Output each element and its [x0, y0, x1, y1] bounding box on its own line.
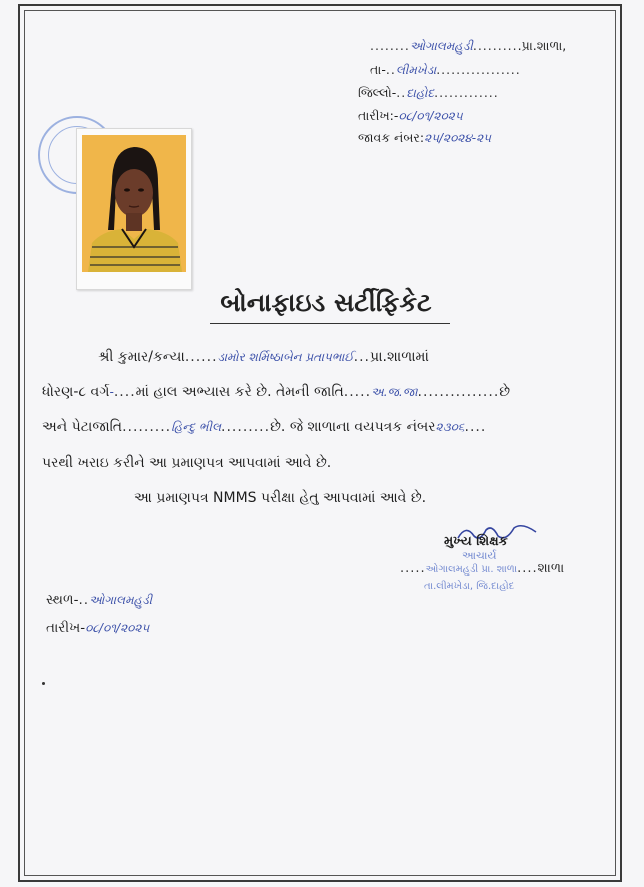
header-school-suffix: .પ્રા.શાળા,	[517, 38, 567, 53]
header-date-label: તારીખ:-	[358, 108, 399, 123]
place-value: ઓગાલમહુડી	[89, 593, 153, 607]
footer-date-value: ૦૮/૦૧/૨૦૨૫	[85, 621, 150, 635]
line2-suffix: છે	[499, 384, 511, 400]
body-line-3: અને પેટાજાતિ.........હિન્દુ ભીલ.........છે. જે શાળાના વયપત્રક નંબર૨૩૦૬....	[42, 419, 487, 435]
line2-prefix: ધોરણ-૮ વર્ગ	[42, 384, 110, 400]
caste-value: અ.જ.જા	[371, 385, 418, 399]
stamp-address: તા.લીમખેડા, જિ.દાહોદ	[424, 581, 515, 592]
ink-dot	[42, 682, 45, 685]
footer-place-line: સ્થળ-..ઓગાલમહુડી	[46, 592, 153, 608]
certificate-title: બોનાફાઇડ સર્ટીફિકેટ	[220, 288, 432, 317]
header-district-line: જિલ્લો-..દાહોદ.............	[358, 85, 499, 100]
signature-school-suffix: શાળા	[537, 561, 565, 576]
header-school-name: ઓગાલમહુડી	[409, 39, 473, 53]
body-line-4: પરથી ખરાઇ કરીને આ પ્રમાણપત્ર આપવામાં આવે છે.	[42, 455, 332, 471]
register-number: ૨૩૦૬	[435, 420, 465, 434]
footer-date-label: તારીખ-	[46, 620, 86, 636]
student-portrait-image	[82, 135, 186, 272]
body-line-5: આ પ્રમાણપત્ર NMMS પરીક્ષા હેતુ આપવામાં આવે છે.	[134, 490, 427, 506]
header-school-line: ........ઓગાલમહુડી..........પ્રા.શાળા,	[370, 38, 567, 53]
principal-stamp-title: આચાર્ય	[462, 549, 497, 562]
header-date-line	[358, 108, 463, 124]
header-district-label: જિલ્લો-	[358, 85, 397, 100]
header-taluka-value: લીમખેડા	[395, 63, 437, 77]
footer-date-line	[46, 620, 149, 636]
header-taluka-line: તા-..લીમખેડા.................	[370, 62, 521, 77]
body-line-2: ધોરણ-૮ વર્ગ-....માં હાલ અભ્યાસ કરે છે. તેમની જાતિ.....અ.જ.જા...............છે	[42, 384, 511, 400]
line2-mid: માં હાલ અભ્યાસ કરે છે. તેમની જાતિ	[135, 384, 344, 400]
header-outward-value: ૨૫/૨૦૨૪-૨૫	[424, 131, 492, 145]
line1-prefix: શ્રી કુમાર/કન્યા	[98, 349, 185, 365]
body-line-1: શ્રી કુમાર/કન્યા......ડામોર શર્મિષ્ઠાબેન પ્રતાપભાઈ...પ્રા.શાળામાં	[98, 349, 429, 365]
line3-prefix: અને પેટાજાતિ	[42, 419, 123, 435]
line1-suffix: પ્રા.શાળામાં	[370, 349, 429, 365]
signature-school-stamp: ઓગાલમહુડી પ્રા. શાળા	[425, 564, 518, 575]
header-outward-line	[358, 130, 491, 146]
signature-school-line: .....ઓગાલમહુડી પ્રા. શાળા....શાળા	[400, 561, 565, 576]
header-district-value: દાહોદ	[406, 86, 435, 100]
head-teacher-label: મુખ્ય શિક્ષક	[444, 534, 508, 549]
header-taluka-label: તા-	[370, 62, 386, 77]
student-photo	[82, 135, 186, 272]
subcaste-value: હિન્દુ ભીલ	[171, 420, 222, 434]
student-name: ડામોર શર્મિષ્ઠાબેન પ્રતાપભાઈ	[217, 350, 354, 364]
title-underline	[210, 323, 450, 324]
header-date-value: ૦૮/૦૧/૨૦૨૫	[398, 109, 463, 123]
line3-mid: છે. જે શાળાના વયપત્રક નંબર	[270, 419, 436, 435]
header-outward-label: જાવક નંબર:	[358, 130, 425, 145]
place-label: સ્થળ-	[46, 592, 79, 608]
class-value: -	[109, 385, 114, 399]
